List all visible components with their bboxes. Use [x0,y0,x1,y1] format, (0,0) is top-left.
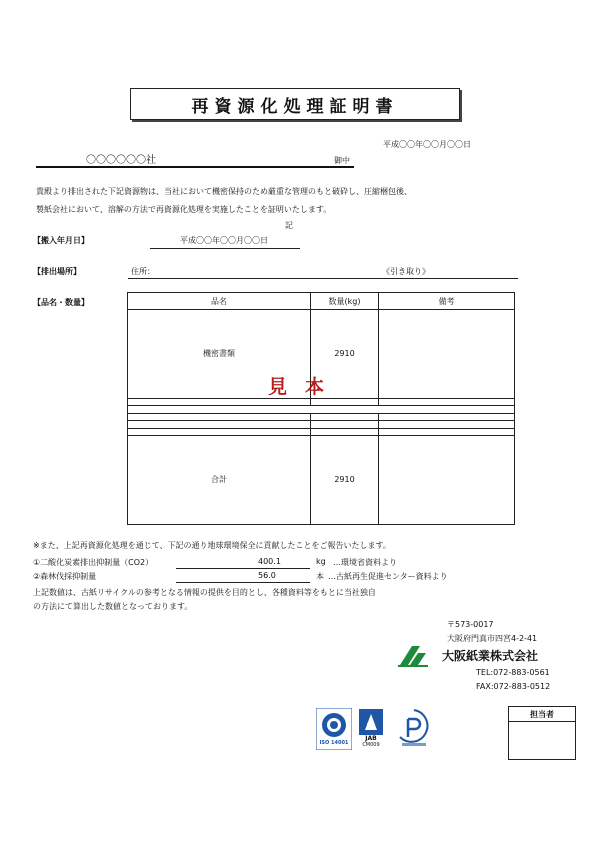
cell-remarks [379,428,515,435]
address-label: 住所： [131,267,155,276]
jab-label: JAB [365,735,377,742]
ki-heading: 記 [285,221,293,230]
issue-date: 平成〇〇年〇〇月〇〇日 [383,140,471,149]
cell-quantity [311,428,379,435]
cell-remarks [379,413,515,420]
table-header-row [128,293,515,310]
table-row [128,398,515,405]
environment-note: ※また、上記再資源化処理を通じて、下記の通り地球環境保全に貢献したことをご報告いたします。 [33,541,391,550]
forest-underline [176,582,310,583]
calc-note-line-2: の方法にて算出した数値となっております。 [33,602,193,611]
intro-line-2: 製紙会社において、溶解の方法で再資源化処理を実施したことを証明いたします。 [36,205,332,214]
recipient-honorific: 御中 [334,156,350,165]
document-title: 再資源化処理証明書 [130,88,460,120]
co2-underline [176,568,310,569]
iso-certification-icon [316,708,352,754]
cell-total-remarks [379,435,515,524]
table-row [128,421,515,428]
company-fax: FAX:072-883-0512 [476,682,551,691]
carry-in-label: 【搬入年月日】 [33,236,89,245]
ms-label: MS [366,723,376,729]
forest-source: …古紙再生促進センター資料より [328,572,448,581]
cell-item-name [128,421,311,428]
intro-line-1: 貴殿より排出された下記資源物は、当社において機密保持のため厳重な管理のもと破砕し、圧縮梱包後、 [36,187,412,196]
company-logo-icon [396,643,430,673]
forest-label: ②森林伐採抑制量 [33,572,97,581]
recipient-name: 〇〇〇〇〇〇社 [86,155,156,166]
cell-merged [128,406,515,413]
cell-remarks [379,398,515,405]
carry-in-underline [150,248,300,249]
cell-quantity [311,421,379,428]
person-in-charge-box [508,706,576,760]
recipient-underline [36,166,354,168]
cell-item-name [128,413,311,420]
co2-unit: kg [316,557,326,566]
table-row [128,406,515,413]
person-in-charge-label: 担当者 [509,707,575,722]
cell-item-name [128,428,311,435]
items-label: 【品名・数量】 [33,298,89,307]
co2-value: 400.1 [258,557,281,566]
jab-certification-icon [357,708,385,754]
pickup-label: 《引き取り》 [382,267,430,276]
co2-label: ①二酸化炭素排出抑制量（CO2） [33,558,154,567]
cell-total-quantity: 2910 [311,435,379,524]
company-name: 大阪紙業株式会社 [442,649,539,663]
header-remarks: 備考 [379,293,515,310]
privacy-mark-icon [394,707,434,753]
cell-quantity: 2910 [311,310,379,399]
forest-unit: 本 [316,572,324,581]
table-row [128,413,515,420]
co2-source: …環境省資料より [333,558,397,567]
items-table [127,292,515,525]
iso-label: ISO 14001 [319,740,349,746]
carry-in-date: 平成〇〇年〇〇月〇〇日 [180,236,268,245]
cell-remarks [379,310,515,399]
address-underline [128,278,518,279]
sample-stamp: 見本 [268,376,343,398]
table-total-row [128,435,515,524]
company-address: 大阪府門真市四宮4-2-41 [447,634,538,643]
company-tel: TEL:072-883-0561 [476,668,550,677]
forest-value: 56.0 [258,571,276,580]
header-item-name: 品名 [128,293,311,310]
calc-note-line-1: 上記数値は、古紙リサイクルの参考となる情報の提供を目的とし、各種資料等をもとに当社独自 [33,588,376,597]
cell-item-name: 機密書類 [128,310,311,399]
cell-total-label: 合計 [128,435,311,524]
cell-quantity [311,413,379,420]
cell-remarks [379,421,515,428]
header-quantity: 数量(kg) [311,293,379,310]
cell-quantity [311,398,379,405]
cm-label: CM009 [362,742,380,748]
discharge-label: 【排出場所】 [33,267,81,276]
company-postal: 〒573-0017 [447,620,494,629]
cell-item-name [128,398,311,405]
table-row [128,428,515,435]
